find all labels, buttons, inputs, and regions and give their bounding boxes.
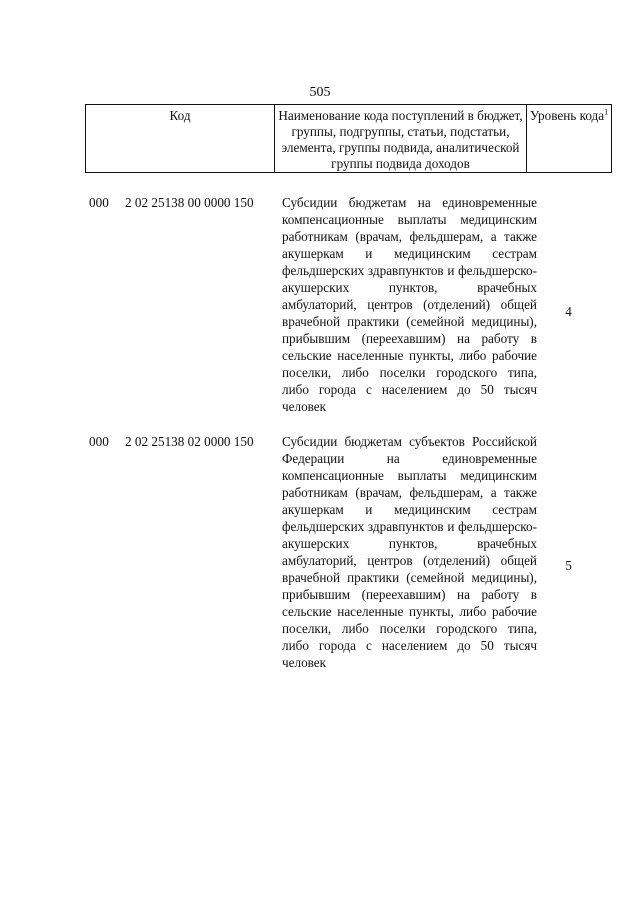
table-header [85,104,612,173]
header-level [527,105,611,172]
header-code: Код [86,105,275,172]
code-level: 5 [565,558,572,573]
header-level-footnote: 1 [604,107,609,117]
admin-code: 000 [89,434,109,449]
code-level: 4 [565,304,572,319]
income-code: 2 02 25138 02 0000 150 [125,434,254,449]
admin-code: 000 [89,195,109,210]
header-level-label: Уровень кода [529,108,605,123]
table-row [85,194,612,434]
income-name: Субсидии бюджетам на единовременные компенсационные выплаты медицинским работникам (врачам, фельдшерам, а также акушеркам и медицинским сестрам фельдшерских здравпунктов и фельдшерско-акушерских пунктов, врачебных амбулаторий, центров (отделений) общей врачебной практики (семейной медицины), прибывшим (переехавшим) на работу в сельские населенные пункты, либо рабочие поселки, либо поселки городского типа, либо города с населением до 50 тысяч человек [282,195,537,414]
income-name: Субсидии бюджетам субъектов Российской Федерации на единовременные компенсационные выплаты медицинским работникам (врачам, фельдшерам, а также акушеркам и медицинским сестрам фельдшерских здравпунктов и фельдшерско-акушерских пунктов, врачебных амбулаторий, центров (отделений) общей врачебной практики (семейной медицины), прибывшим (переехавшим) на работу в сельские населенные пункты, либо рабочие поселки, либо поселки городского типа, либо города с населением до 50 тысяч человек [282,434,537,670]
header-name: Наименование кода поступлений в бюджет, группы, подгруппы, статьи, подстатьи, элемента, группы подвида, аналитической группы подвида доходов [275,105,527,172]
page-number: 505 [309,85,331,100]
income-code: 2 02 25138 00 0000 150 [125,195,254,210]
table-row [85,433,612,713]
